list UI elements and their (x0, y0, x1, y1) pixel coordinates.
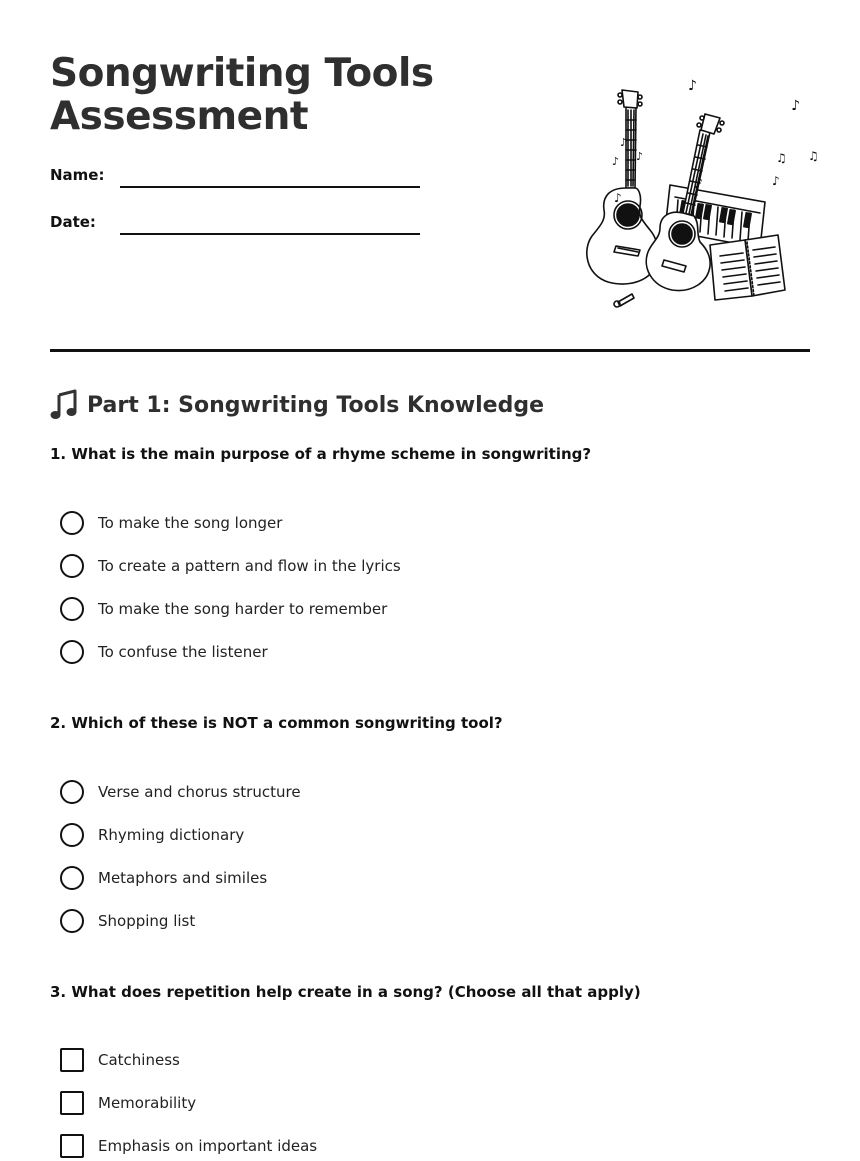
option-label: Shopping list (98, 912, 196, 930)
radio-button[interactable] (60, 909, 84, 933)
svg-text:♫: ♫ (808, 149, 819, 163)
guitars-keyboard-notebook-illustration (560, 70, 819, 315)
radio-button[interactable] (60, 511, 84, 535)
question-1: 1. What is the main purpose of a rhyme scheme in songwriting? (50, 445, 592, 463)
assessment-page (50, 0, 819, 1161)
date-field (50, 213, 420, 237)
radio-button[interactable] (60, 554, 84, 578)
option-label: Memorability (98, 1094, 197, 1112)
notebook-icon (710, 235, 785, 300)
checkbox[interactable] (60, 1091, 84, 1115)
svg-text:♪: ♪ (620, 136, 628, 149)
title-line-2: Assessment (50, 94, 308, 139)
svg-text:♪: ♪ (612, 155, 620, 168)
section-title: Part 1: Songwriting Tools Knowledge (87, 392, 545, 418)
option-label: Verse and chorus structure (98, 783, 301, 801)
radio-button[interactable] (60, 866, 84, 890)
header-divider (50, 349, 810, 352)
q1-option-1[interactable] (60, 510, 282, 536)
option-label: To make the song longer (98, 514, 283, 532)
svg-text:♪: ♪ (694, 176, 703, 192)
svg-text:♫: ♫ (776, 151, 787, 165)
pencil-icon (614, 294, 634, 307)
music-notes-icon (612, 78, 819, 205)
section-heading (50, 388, 544, 422)
name-input-line[interactable] (120, 186, 420, 188)
q2-option-1[interactable] (60, 779, 301, 805)
option-label: To create a pattern and flow in the lyrics (98, 557, 401, 575)
q1-option-4[interactable] (60, 639, 268, 665)
question-3: 3. What does repetition help create in a song? (Choose all that apply) (50, 983, 641, 1001)
page-title (50, 52, 434, 138)
date-input-line[interactable] (120, 233, 420, 235)
q2-option-4[interactable] (60, 908, 195, 934)
option-label: Metaphors and similes (98, 869, 268, 887)
q3-option-3[interactable] (60, 1133, 317, 1159)
radio-button[interactable] (60, 640, 84, 664)
checkbox[interactable] (60, 1048, 84, 1072)
radio-button[interactable] (60, 823, 84, 847)
q1-option-2[interactable] (60, 553, 401, 579)
radio-button[interactable] (60, 597, 84, 621)
name-label: Name: (50, 166, 105, 184)
name-field (50, 166, 420, 190)
q2-option-3[interactable] (60, 865, 267, 891)
date-label: Date: (50, 213, 96, 231)
question-2: 2. Which of these is NOT a common songwriting tool? (50, 714, 503, 732)
radio-button[interactable] (60, 780, 84, 804)
q2-option-2[interactable] (60, 822, 244, 848)
svg-text:♪: ♪ (688, 78, 697, 94)
title-line-1: Songwriting Tools (50, 51, 434, 96)
q1-option-3[interactable] (60, 596, 387, 622)
svg-text:♪: ♪ (636, 150, 644, 163)
option-label: To make the song harder to remember (98, 600, 388, 618)
svg-text:♪: ♪ (772, 174, 780, 188)
option-label: To confuse the listener (98, 643, 268, 661)
checkbox[interactable] (60, 1134, 84, 1158)
music-note-icon (50, 390, 78, 420)
option-label: Emphasis on important ideas (98, 1137, 318, 1155)
option-label: Catchiness (98, 1051, 180, 1069)
svg-text:♪: ♪ (791, 98, 800, 114)
q3-option-2[interactable] (60, 1090, 196, 1116)
svg-text:♪: ♪ (614, 191, 622, 205)
q3-option-1[interactable] (60, 1047, 180, 1073)
option-label: Rhyming dictionary (98, 826, 245, 844)
